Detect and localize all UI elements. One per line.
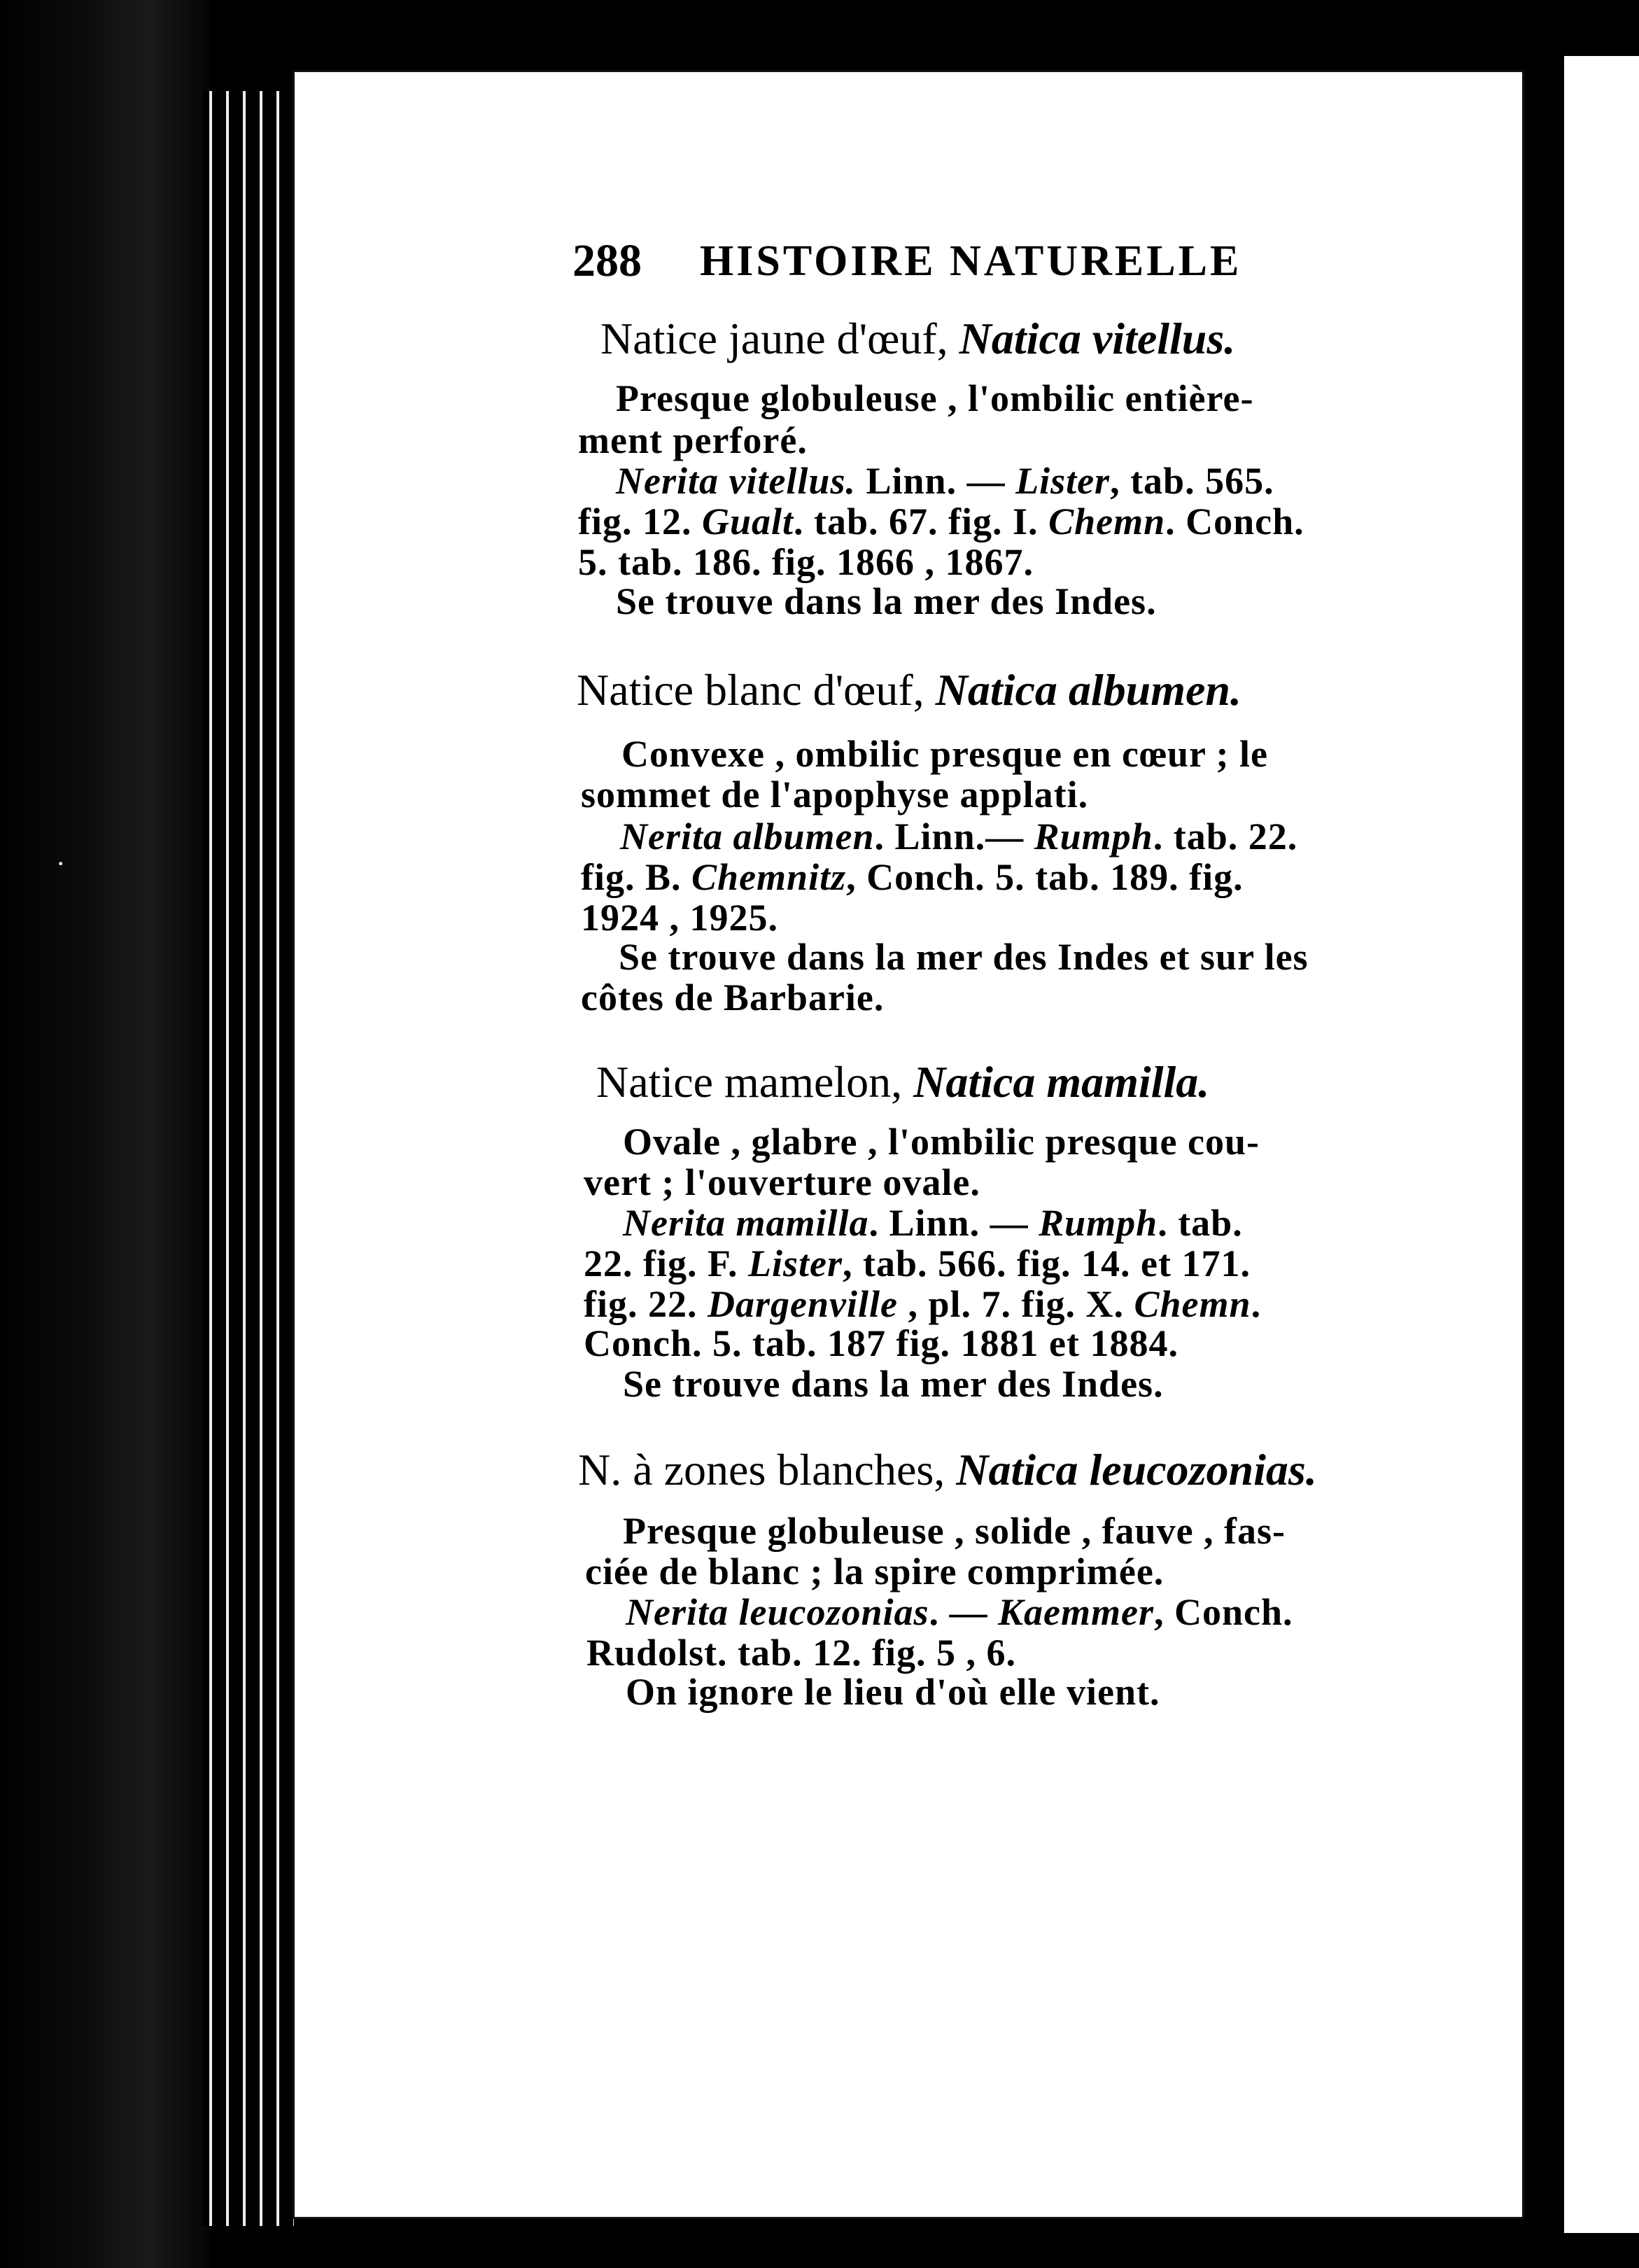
running-title: HISTOIRE NATURELLE xyxy=(700,237,1242,285)
entry-reference: fig. 12. Gualt. tab. 67. fig. I. Chemn. Conch. xyxy=(578,500,1304,542)
entry-description: Presque globuleuse , l'ombilic entière- xyxy=(616,377,1254,419)
entry-reference: Rudolst. tab. 12. fig. 5 , 6. xyxy=(586,1632,1017,1674)
entry-reference: 22. fig. F. Lister, tab. 566. fig. 14. et 171. xyxy=(584,1242,1251,1284)
entry-habitat: côtes de Barbarie. xyxy=(581,976,885,1018)
entry-reference: Conch. 5. tab. 187 fig. 1881 et 1884. xyxy=(584,1322,1179,1364)
page-number: 288 xyxy=(572,235,642,286)
entry-description: sommet de l'apophyse applati. xyxy=(581,774,1089,816)
entry-description: Ovale , glabre , l'ombilic presque cou- xyxy=(623,1121,1260,1163)
entry-reference: fig. 22. Dargenville , pl. 7. fig. X. Chemn. xyxy=(584,1283,1262,1325)
entry-description: ciée de blanc ; la spire comprimée. xyxy=(585,1550,1165,1592)
entry-title: Natice mamelon, Natica mamilla. xyxy=(596,1057,1210,1107)
entry-reference: 1924 , 1925. xyxy=(581,897,778,939)
entry-description: Presque globuleuse , solide , fauve , fas- xyxy=(623,1510,1286,1552)
entry-reference: Nerita albumen. Linn.— Rumph. tab. 22. xyxy=(620,816,1298,858)
entry-description: Convexe , ombilic presque en cœur ; le xyxy=(621,733,1268,775)
entry-habitat: Se trouve dans la mer des Indes. xyxy=(623,1363,1164,1405)
entry-title: N. à zones blanches, Natica leucozonias. xyxy=(578,1445,1317,1494)
entry-habitat: Se trouve dans la mer des Indes et sur les xyxy=(619,936,1309,978)
entry-title: Natice jaune d'œuf, Natica vitellus. xyxy=(600,314,1236,363)
entry-reference: Nerita mamilla. Linn. — Rumph. tab. xyxy=(623,1202,1243,1244)
entry-habitat: On ignore le lieu d'où elle vient. xyxy=(626,1671,1160,1713)
entry-title: Natice blanc d'œuf, Natica albumen. xyxy=(577,665,1241,715)
entry-reference: fig. B. Chemnitz, Conch. 5. tab. 189. fig. xyxy=(581,856,1244,898)
entry-description: vert ; l'ouverture ovale. xyxy=(584,1161,980,1203)
entry-reference: Nerita leucozonias. — Kaemmer, Conch. xyxy=(626,1591,1293,1633)
entry-reference: 5. tab. 186. fig. 1866 , 1867. xyxy=(578,541,1034,583)
scan-speck: · xyxy=(56,848,66,879)
entry-habitat: Se trouve dans la mer des Indes. xyxy=(616,580,1157,622)
entry-reference: Nerita vitellus. Linn. — Lister, tab. 565. xyxy=(616,460,1274,502)
entry-description: ment perforé. xyxy=(578,419,808,461)
